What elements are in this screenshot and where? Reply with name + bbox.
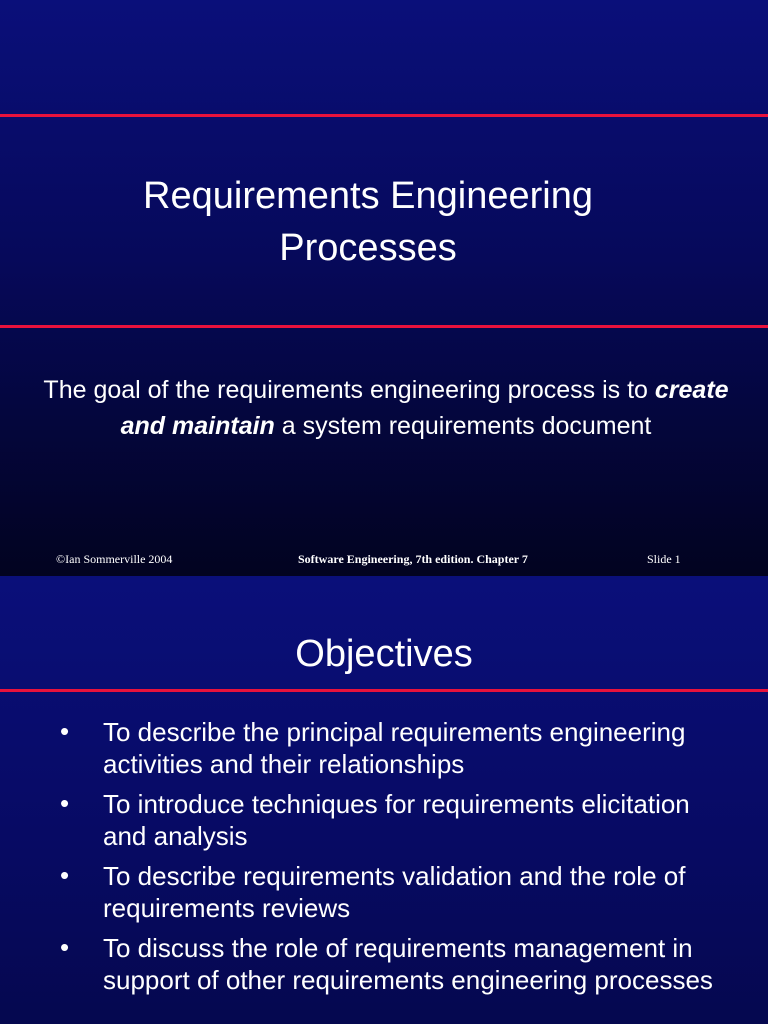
list-item	[0, 860, 768, 924]
slide-title: Objectives	[295, 633, 473, 675]
bullet-icon: •	[60, 932, 70, 962]
bullet-icon: •	[60, 860, 70, 890]
goal-emphasis: create and maintain	[120, 376, 729, 440]
list-item-text: To discuss the role of requirements management in support of other requirements engineering processes	[103, 933, 713, 995]
list-item	[0, 788, 768, 852]
slide-title	[0, 170, 736, 274]
list-item-text: To describe requirements validation and the role of requirements reviews	[103, 861, 686, 923]
footer-book-title: Software Engineering, 7th edition. Chapter 7	[298, 552, 528, 566]
goal-statement	[20, 372, 752, 444]
list-item-text: To describe the principal requirements engineering activities and their relationships	[103, 717, 686, 779]
list-item	[0, 932, 768, 996]
slide-2	[0, 576, 768, 1024]
list-item-text: To introduce techniques for requirements elicitation and analysis	[103, 789, 690, 851]
title-line-2: Processes	[279, 227, 457, 269]
footer-slide-number: Slide 1	[647, 552, 681, 566]
goal-text-start: The goal of the requirements engineering process is to	[43, 376, 655, 404]
goal-text-end: a system requirements document	[274, 412, 652, 440]
list-item	[0, 716, 768, 780]
objectives-list	[0, 716, 768, 1004]
top-rule	[0, 114, 768, 117]
middle-rule	[0, 325, 768, 328]
title-rule	[0, 689, 768, 692]
footer-copyright: ©Ian Sommerville 2004	[56, 552, 173, 566]
bullet-icon: •	[60, 788, 70, 818]
title-line-1: Requirements Engineering	[143, 175, 593, 217]
bullet-icon: •	[60, 716, 70, 746]
